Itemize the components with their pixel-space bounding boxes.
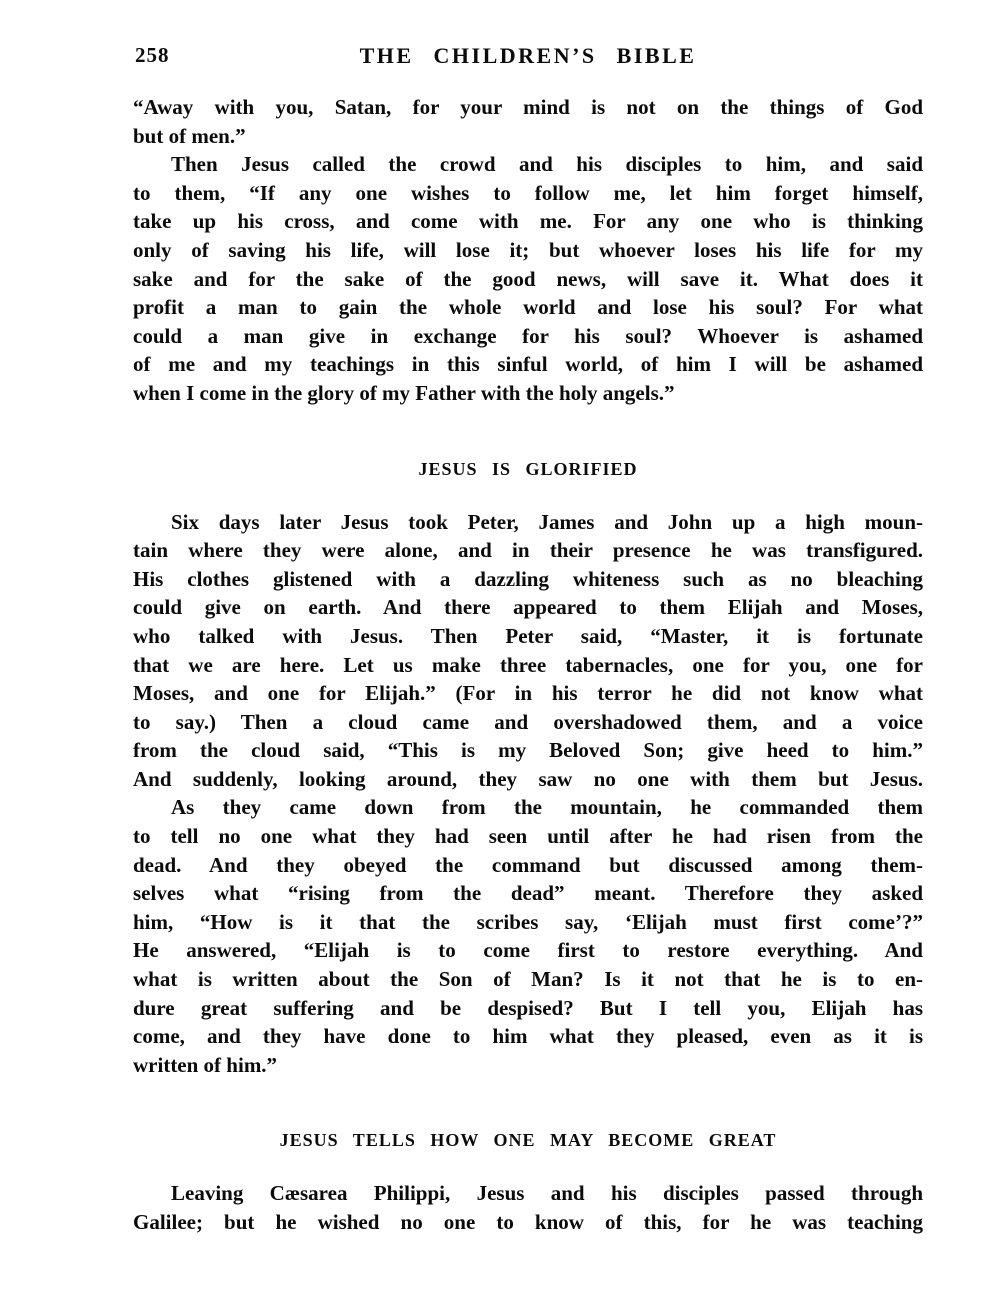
text-line: come, and they have done to him what they pleased, even as it is: [133, 1024, 923, 1049]
text-line: only of saving his life, will lose it; but whoever loses his life for my: [133, 237, 923, 262]
running-title: THE CHILDREN’S BIBLE: [359, 43, 697, 68]
paragraph: [133, 1179, 923, 1236]
text-line: selves what “rising from the dead” meant. Therefore they asked: [133, 881, 923, 906]
running-header: [133, 43, 923, 67]
text-line: Six days later Jesus took Peter, James and John up a high moun-: [171, 509, 923, 534]
section-heading: JESUS IS GLORIFIED: [418, 458, 638, 479]
text-line: Moses, and one for Elijah.” (For in his terror he did not know what: [133, 681, 923, 706]
page-number: 258: [135, 43, 170, 67]
text-line: to say.) Then a cloud came and overshadowed them, and a voice: [133, 709, 923, 734]
text-line: that we are here. Let us make three tabernacles, one for you, one for: [133, 652, 923, 677]
text-line: Galilee; but he wished no one to know of this, for he was teaching: [133, 1210, 923, 1234]
text-line: when I come in the glory of my Father with the holy angels.”: [133, 380, 675, 405]
text-line: As they came down from the mountain, he commanded them: [171, 795, 923, 820]
text-line: to them, “If any one wishes to follow me, let him forget himself,: [133, 180, 923, 205]
paragraph: [133, 508, 923, 794]
text-line: He answered, “Elijah is to come first to restore everything. And: [133, 938, 923, 963]
text-line: but of men.”: [133, 123, 246, 148]
text-line: him, “How is it that the scribes say, ‘Elijah must first come’?”: [133, 909, 923, 934]
text-line: to tell no one what they had seen until after he had risen from the: [133, 824, 923, 849]
text-column: [133, 43, 923, 1237]
paragraph: [133, 793, 923, 1079]
text-line: what is written about the Son of Man? Is it not that he is to en-: [133, 967, 923, 992]
text-line: Leaving Cæsarea Philippi, Jesus and his disciples passed through: [171, 1181, 923, 1206]
text-line: sake and for the sake of the good news, will save it. What does it: [133, 266, 923, 291]
text-line: dead. And they obeyed the command but discussed among them-: [133, 852, 923, 877]
text-line: profit a man to gain the whole world and lose his soul? For what: [133, 295, 923, 320]
section-heading: JESUS TELLS HOW ONE MAY BECOME GREAT: [279, 1130, 777, 1151]
text-line: written of him.”: [133, 1052, 278, 1077]
text-line: tain where they were alone, and in their presence he was transfigured.: [133, 538, 923, 563]
text-line: And suddenly, looking around, they saw no one with them but Jesus.: [133, 766, 923, 791]
text-line: of me and my teachings in this sinful world, of him I will be ashamed: [133, 352, 923, 377]
text-line: Then Jesus called the crowd and his disciples to him, and said: [171, 152, 923, 177]
text-line: “Away with you, Satan, for your mind is not on the things of God: [133, 95, 923, 119]
text-line: His clothes glistened with a dazzling whiteness such as no bleaching: [133, 566, 923, 591]
paragraph: [133, 150, 923, 407]
page-body: [133, 93, 923, 1237]
text-line: who talked with Jesus. Then Peter said, “Master, it is fortunate: [133, 623, 923, 648]
text-line: could give on earth. And there appeared to them Elijah and Moses,: [133, 595, 923, 620]
paragraph: [133, 93, 923, 150]
text-line: from the cloud said, “This is my Beloved Son; give heed to him.”: [133, 738, 923, 763]
text-line: could a man give in exchange for his soul? Whoever is ashamed: [133, 323, 923, 348]
text-line: dure great suffering and be despised? But I tell you, Elijah has: [133, 995, 923, 1020]
text-line: take up his cross, and come with me. For any one who is thinking: [133, 209, 923, 234]
